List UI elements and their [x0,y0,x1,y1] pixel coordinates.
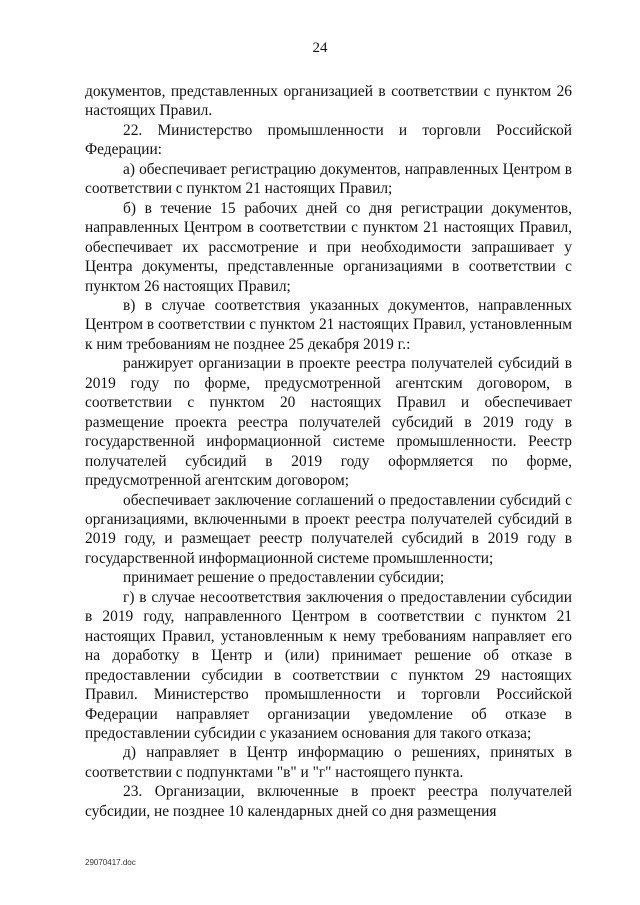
paragraph-subitem-v: в) в случае соответствия указанных документов, направленных Центром в соответствии с пунктом 21 настоящих Правил, установленным к ним требованиям не позднее 25 декабря 2019 г.: [85,296,572,353]
page-number: 24 [312,40,328,56]
paragraph-subitem-g: г) в случае несоответствия заключения о предоставлении субсидии в 2019 году, направленного Центром в соответствии с пунктом 21 настоящих Правил, установленным к нему требованиям направляет его на доработку в Центр и (или) принимает решение об отказе в предоставлении субсидии в соответствии с пунктом 29 настоящих Правил. Министерство промышленности и торговли Российской Федерации направляет организации уведомление об отказе в предоставлении субсидии с указанием основания для такого отказа; [85,588,572,742]
paragraph-decision: принимает решение о предоставлении субсидии; [123,569,445,587]
paragraph-subitem-d: д) направляет в Центр информацию о решениях, принятых в соответствии с подпунктами "в" и "г" настоящего пункта. [85,744,572,781]
paragraph-subitem-b: б) в течение 15 рабочих дней со дня регистрации документов, направленных Центром в соответствии с пунктом 21 настоящих Правил, обеспечивает их рассмотрение и при необходимости запрашивает у Центра документы, представленные организациями в соответствии с пунктом 26 настоящих Правил; [85,199,572,295]
paragraph-ranking: ранжирует организации в проекте реестра получателей субсидий в 2019 году по форме, предусмотренной агентским договором, в соответствии с пунктом 20 настоящих Правил и обеспечивает размещение проекта реестра получателей субсидий в 2019 году в государственной информационной системе промышленности. Реестр получателей субсидий в 2019 году оформляется по форме, предусмотренной агентским договором; [85,355,572,490]
paragraph-subitem-a: а) обеспечивает регистрацию документов, направленных Центром в соответствии с пунктом 21 настоящих Правил; [85,160,572,198]
paragraph-continuation: документов, представленных организацией в соответствии с пунктом 26 настоящих Правил. [85,83,572,120]
paragraph-item-22: 22. Министерство промышленности и торговли Российской Федерации: [85,121,572,159]
document-body [85,82,572,821]
document-file-id: 29070417.doc [85,858,136,867]
paragraph-agreements: обеспечивает заключение соглашений о предоставлении субсидий с организациями, включенными в проект реестра получателей субсидий в 2019 году, и размещает реестр получателей субсидий в 2019 году в государственной информационной системе промышленности; [85,491,572,567]
paragraph-item-23: 23. Организации, включенные в проект реестра получателей субсидии, не позднее 10 календарных дней со дня размещения [85,783,572,820]
